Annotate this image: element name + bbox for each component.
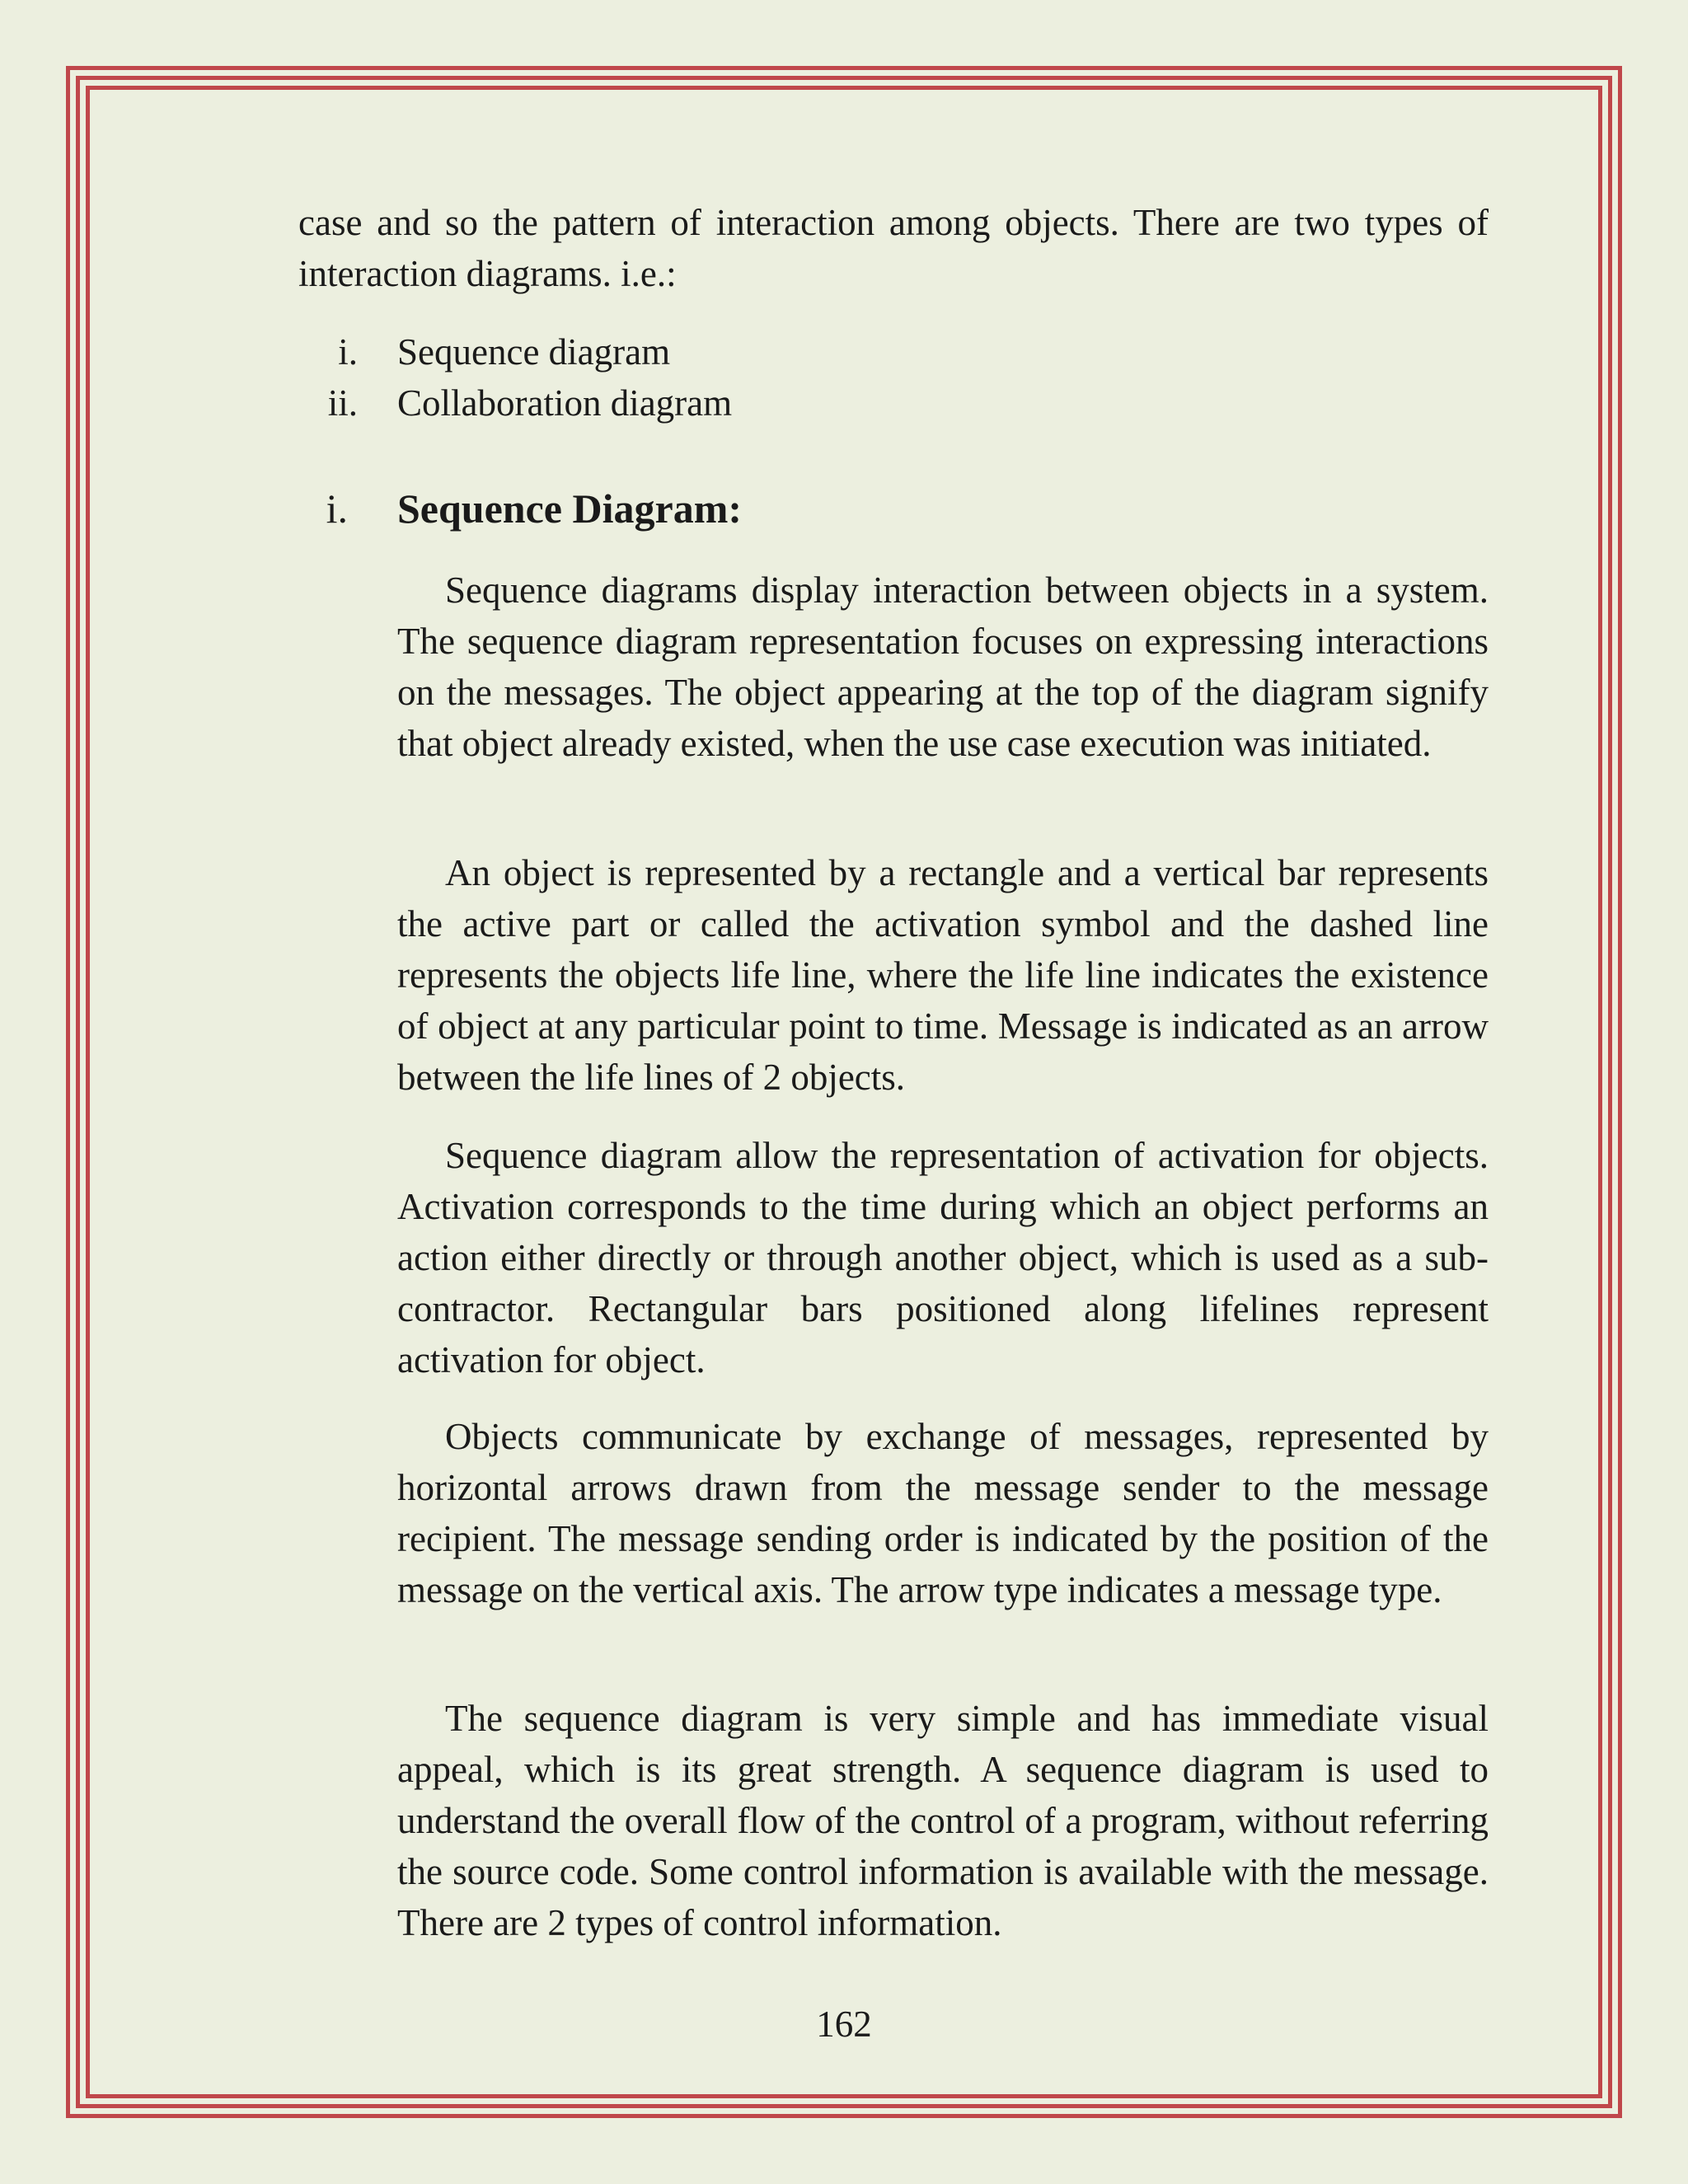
section-heading	[298, 481, 1489, 536]
section-title: Sequence Diagram:	[397, 485, 742, 532]
body-paragraph: An object is represented by a rectangle and a vertical bar represents the active part or called the activation symbol and the dashed line represents the objects life line, where the life line indicates the existence of object at any particular point to time. Message is indicated as an arrow between the life lines of 2 objects.	[397, 852, 1489, 1098]
intro-paragraph: case and so the pattern of interaction among objects. There are two types of interaction diagrams. i.e.:	[298, 202, 1489, 294]
diagram-types-list	[298, 326, 1489, 429]
body-paragraph: Sequence diagrams display interaction between objects in a system. The sequence diagram representation focuses on expressing interactions on the messages. The object appearing at the top of the diagram signify that object already existed, when the use case execution was initiated.	[397, 569, 1489, 764]
list-item	[298, 326, 1489, 377]
body-paragraph: Objects communicate by exchange of messages, represented by horizontal arrows drawn from the message sender to the message recipient. The message sending order is indicated by the position of the message on the vertical axis. The arrow type indicates a message type.	[397, 1416, 1489, 1610]
list-item-number: i.	[338, 331, 358, 373]
list-item-label: Sequence diagram	[397, 331, 671, 373]
body-paragraph: The sequence diagram is very simple and has immediate visual appeal, which is its great strength. A sequence diagram is used to understand the overall flow of the control of a program, without referring the source code. Some control information is available with the message. There are 2 types of control information.	[397, 1698, 1489, 1943]
section-number: i.	[326, 485, 348, 532]
page-number: 162	[816, 2004, 872, 2045]
list-item	[298, 377, 1489, 429]
list-item-label: Collaboration diagram	[397, 382, 733, 424]
body-paragraph: Sequence diagram allow the representation of activation for objects. Activation corresponds to the time during which an object performs an action either directly or through another object, which is used as a sub-contractor. Rectangular bars positioned along lifelines represent activation for object.	[397, 1135, 1489, 1380]
list-item-number: ii.	[327, 382, 358, 424]
